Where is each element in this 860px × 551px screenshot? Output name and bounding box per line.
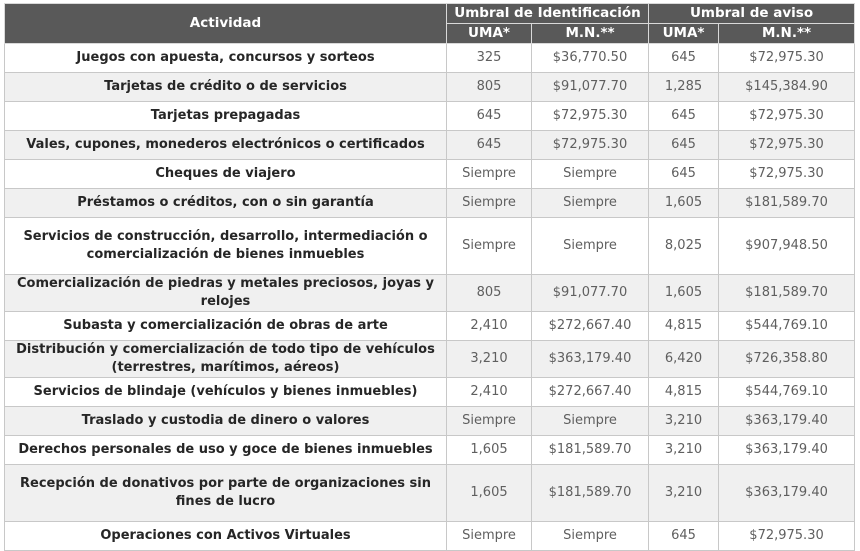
- notice-mn-cell: $72,975.30: [719, 102, 855, 131]
- table-row: [5, 73, 855, 102]
- id-mn-cell: $181,589.70: [532, 465, 649, 522]
- header-notice-threshold: Umbral de aviso: [649, 4, 855, 24]
- notice-uma-cell: 1,605: [649, 275, 719, 312]
- id-uma-cell: Siempre: [447, 522, 532, 551]
- id-mn-cell: $91,077.70: [532, 275, 649, 312]
- activity-cell: Servicios de blindaje (vehículos y bienes inmuebles): [5, 378, 447, 407]
- id-mn-cell: Siempre: [532, 407, 649, 436]
- id-uma-cell: 1,605: [447, 465, 532, 522]
- id-uma-cell: 2,410: [447, 312, 532, 341]
- notice-mn-cell: $181,589.70: [719, 189, 855, 218]
- table-row: [5, 522, 855, 551]
- notice-mn-cell: $72,975.30: [719, 160, 855, 189]
- notice-mn-cell: $544,769.10: [719, 378, 855, 407]
- id-mn-cell: Siempre: [532, 218, 649, 275]
- notice-uma-cell: 645: [649, 102, 719, 131]
- id-mn-cell: $272,667.40: [532, 312, 649, 341]
- thresholds-table: [4, 3, 855, 551]
- notice-mn-cell: $181,589.70: [719, 275, 855, 312]
- id-mn-cell: $363,179.40: [532, 341, 649, 378]
- header-identification-threshold: Umbral de Identificación: [447, 4, 649, 24]
- notice-uma-cell: 645: [649, 522, 719, 551]
- id-mn-cell: Siempre: [532, 160, 649, 189]
- table-row: [5, 341, 855, 378]
- table-row: [5, 131, 855, 160]
- id-mn-cell: Siempre: [532, 522, 649, 551]
- header-id-mn: M.N.**: [532, 24, 649, 44]
- notice-mn-cell: $907,948.50: [719, 218, 855, 275]
- activity-cell: Comercialización de piedras y metales preciosos, joyas y relojes: [5, 275, 447, 312]
- activity-cell: Vales, cupones, monederos electrónicos o certificados: [5, 131, 447, 160]
- id-uma-cell: 645: [447, 102, 532, 131]
- table-header: [5, 4, 855, 44]
- id-uma-cell: 325: [447, 44, 532, 73]
- table-row: [5, 218, 855, 275]
- id-uma-cell: 805: [447, 275, 532, 312]
- id-uma-cell: Siempre: [447, 189, 532, 218]
- notice-mn-cell: $72,975.30: [719, 131, 855, 160]
- activity-cell: Operaciones con Activos Virtuales: [5, 522, 447, 551]
- id-uma-cell: Siempre: [447, 160, 532, 189]
- header-row-groups: [5, 4, 855, 24]
- notice-mn-cell: $72,975.30: [719, 522, 855, 551]
- id-uma-cell: 1,605: [447, 436, 532, 465]
- table-row: [5, 189, 855, 218]
- id-uma-cell: 2,410: [447, 378, 532, 407]
- table-body: [5, 44, 855, 551]
- notice-uma-cell: 4,815: [649, 312, 719, 341]
- header-notice-mn: M.N.**: [719, 24, 855, 44]
- header-id-uma: UMA*: [447, 24, 532, 44]
- table-row: [5, 436, 855, 465]
- id-mn-cell: $72,975.30: [532, 102, 649, 131]
- id-mn-cell: $91,077.70: [532, 73, 649, 102]
- notice-uma-cell: 645: [649, 44, 719, 73]
- id-mn-cell: $181,589.70: [532, 436, 649, 465]
- activity-cell: Derechos personales de uso y goce de bienes inmuebles: [5, 436, 447, 465]
- id-mn-cell: Siempre: [532, 189, 649, 218]
- notice-uma-cell: 3,210: [649, 465, 719, 522]
- activity-cell: Préstamos o créditos, con o sin garantía: [5, 189, 447, 218]
- table-row: [5, 44, 855, 73]
- id-mn-cell: $72,975.30: [532, 131, 649, 160]
- activity-cell: Juegos con apuesta, concursos y sorteos: [5, 44, 447, 73]
- notice-mn-cell: $544,769.10: [719, 312, 855, 341]
- notice-uma-cell: 6,420: [649, 341, 719, 378]
- table-row: [5, 465, 855, 522]
- notice-uma-cell: 1,285: [649, 73, 719, 102]
- activity-cell: Distribución y comercialización de todo tipo de vehículos (terrestres, marítimos, aéreos): [5, 341, 447, 378]
- id-uma-cell: 645: [447, 131, 532, 160]
- activity-cell: Cheques de viajero: [5, 160, 447, 189]
- table-row: [5, 407, 855, 436]
- table-row: [5, 160, 855, 189]
- table-row: [5, 312, 855, 341]
- table-row: [5, 102, 855, 131]
- id-mn-cell: $36,770.50: [532, 44, 649, 73]
- activity-cell: Tarjetas de crédito o de servicios: [5, 73, 447, 102]
- notice-mn-cell: $363,179.40: [719, 465, 855, 522]
- activity-cell: Tarjetas prepagadas: [5, 102, 447, 131]
- header-notice-uma: UMA*: [649, 24, 719, 44]
- notice-mn-cell: $72,975.30: [719, 44, 855, 73]
- notice-mn-cell: $363,179.40: [719, 436, 855, 465]
- table-row: [5, 378, 855, 407]
- id-uma-cell: Siempre: [447, 218, 532, 275]
- notice-uma-cell: 1,605: [649, 189, 719, 218]
- notice-uma-cell: 3,210: [649, 436, 719, 465]
- activity-cell: Traslado y custodia de dinero o valores: [5, 407, 447, 436]
- notice-mn-cell: $726,358.80: [719, 341, 855, 378]
- activity-cell: Subasta y comercialización de obras de arte: [5, 312, 447, 341]
- notice-mn-cell: $145,384.90: [719, 73, 855, 102]
- id-mn-cell: $272,667.40: [532, 378, 649, 407]
- id-uma-cell: 3,210: [447, 341, 532, 378]
- notice-uma-cell: 645: [649, 131, 719, 160]
- table-row: [5, 275, 855, 312]
- activity-cell: Recepción de donativos por parte de organizaciones sin fines de lucro: [5, 465, 447, 522]
- notice-uma-cell: 3,210: [649, 407, 719, 436]
- activity-cell: Servicios de construcción, desarrollo, intermediación o comercialización de bienes inmuebles: [5, 218, 447, 275]
- notice-uma-cell: 645: [649, 160, 719, 189]
- notice-uma-cell: 4,815: [649, 378, 719, 407]
- id-uma-cell: Siempre: [447, 407, 532, 436]
- notice-uma-cell: 8,025: [649, 218, 719, 275]
- header-activity: Actividad: [5, 4, 447, 44]
- id-uma-cell: 805: [447, 73, 532, 102]
- notice-mn-cell: $363,179.40: [719, 407, 855, 436]
